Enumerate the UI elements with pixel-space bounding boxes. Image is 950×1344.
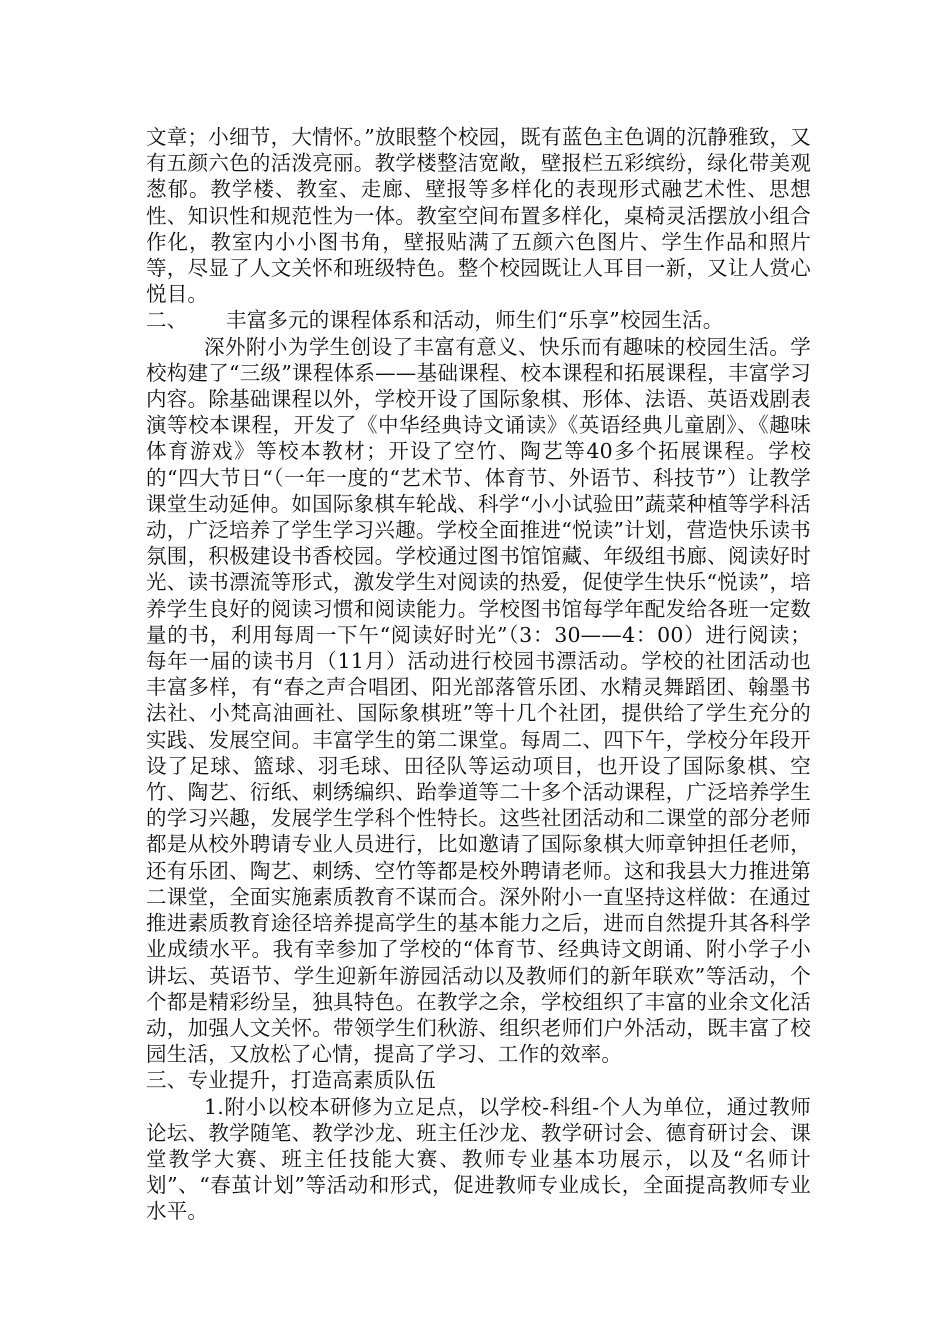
paragraph-campus-environment: 文章；小细节，大情怀。”放眼整个校园，既有蓝色主色调的沉静雅致，又有五颜六色的活泼亮丽。教学楼整洁宽敞，壁报栏五彩缤纷，绿化带美观葱郁。教学楼、教室、走廊、壁报等多样化的表现形式融艺术性、思想性、知识性和规范性为一体。教室空间布置多样化，桌椅灵活摆放小组合作化，教室内小小图书角，壁报贴满了五颜六色图片、学生作品和照片等，尽显了人文关怀和班级特色。整个校园既让人耳目一新，又让人赏心悦目。 — [146, 125, 811, 307]
paragraph-teacher-development: 1.附小以校本研修为立足点，以学校-科组-个人为单位，通过教师论坛、教学随笔、教学沙龙、班主任沙龙、教学研讨会、德育研讨会、课堂教学大赛、班主任技能大赛、教师专业基本功展示，以及“名师计划”、“春茧计划”等活动和形式，促进教师专业成长，全面提高教师专业水平。 — [146, 1094, 811, 1224]
section-heading-professional — [146, 1067, 811, 1093]
section-number: 二、 — [146, 308, 188, 333]
section-title: 专业提升，打造高素质队伍 — [187, 1068, 436, 1093]
section-title: 丰富多元的课程体系和活动，师生们“乐享”校园生活。 — [226, 308, 724, 333]
document-page — [146, 124, 811, 1225]
section-number: 三、 — [146, 1068, 188, 1093]
paragraph-curriculum-activities: 深外附小为学生创设了丰富有意义、快乐而有趣味的校园生活。学校构建了“三级”课程体系——基础课程、校本课程和拓展课程，丰富学习内容。除基础课程以外，学校开设了国际象棋、形体、法语、英语戏剧表演等校本课程，开发了《中华经典诗文诵读》《英语经典儿童剧》、《趣味体育游戏》等校本教材；开设了空竹、陶艺等40多个拓展课程。学校的“四大节日“（一年一度的“艺术节、体育节、外语节、科技节”）让教学课堂生动延伸。如国际象棋车轮战、科学“小小试验田”蔬菜种植等学科活动，广泛培养了学生学习兴趣。学校全面推进“悦读”计划，营造快乐读书氛围，积极建设书香校园。学校通过图书馆馆藏、年级组书廊、阅读好时光、读书漂流等形式，激发学生对阅读的热爱，促使学生快乐“悦读”，培养学生良好的阅读习惯和阅读能力。学校图书馆每学年配发给各班一定数量的书，利用每周一下午“阅读好时光”（3：30——4：00）进行阅读；每年一届的读书月（11月）活动进行校园书漂活动。学校的社团活动也丰富多样，有“春之声合唱团、阳光部落管乐团、水精灵舞蹈团、翰墨书法社、小梵高油画社、国际象棋班”等十几个社团，提供给了学生充分的实践、发展空间。丰富学生的第二课堂。每周二、四下午，学校分年段开设了足球、篮球、羽毛球、田径队等运动项目，也开设了国际象棋、空竹、陶艺、衍纸、刺绣编织、跆拳道等二十多个活动课程，广泛培养学生的学习兴趣，发展学生学科个性特长。这些社团活动和二课堂的部分老师都是从校外聘请专业人员进行，比如邀请了国际象棋大师章钟担任老师，还有乐团、陶艺、刺绣、空竹等都是校外聘请老师。这和我县大力推进第二课堂，全面实施素质教育不谋而合。深外附小一直坚持这样做：在通过推进素质教育途径培养提高学生的基本能力之后，进而自然提升其各科学业成绩水平。我有幸参加了学校的“体育节、经典诗文朗诵、附小学子小讲坛、英语节、学生迎新年游园活动以及教师们的新年联欢”等活动，个个都是精彩纷呈，独具特色。在教学之余，学校组织了丰富的业余文化活动，加强人文关怀。带领学生们秋游、组织老师们户外活动，既丰富了校园生活，又放松了心情，提高了学习、工作的效率。 — [146, 334, 811, 1067]
section-heading-curriculum — [146, 307, 811, 333]
